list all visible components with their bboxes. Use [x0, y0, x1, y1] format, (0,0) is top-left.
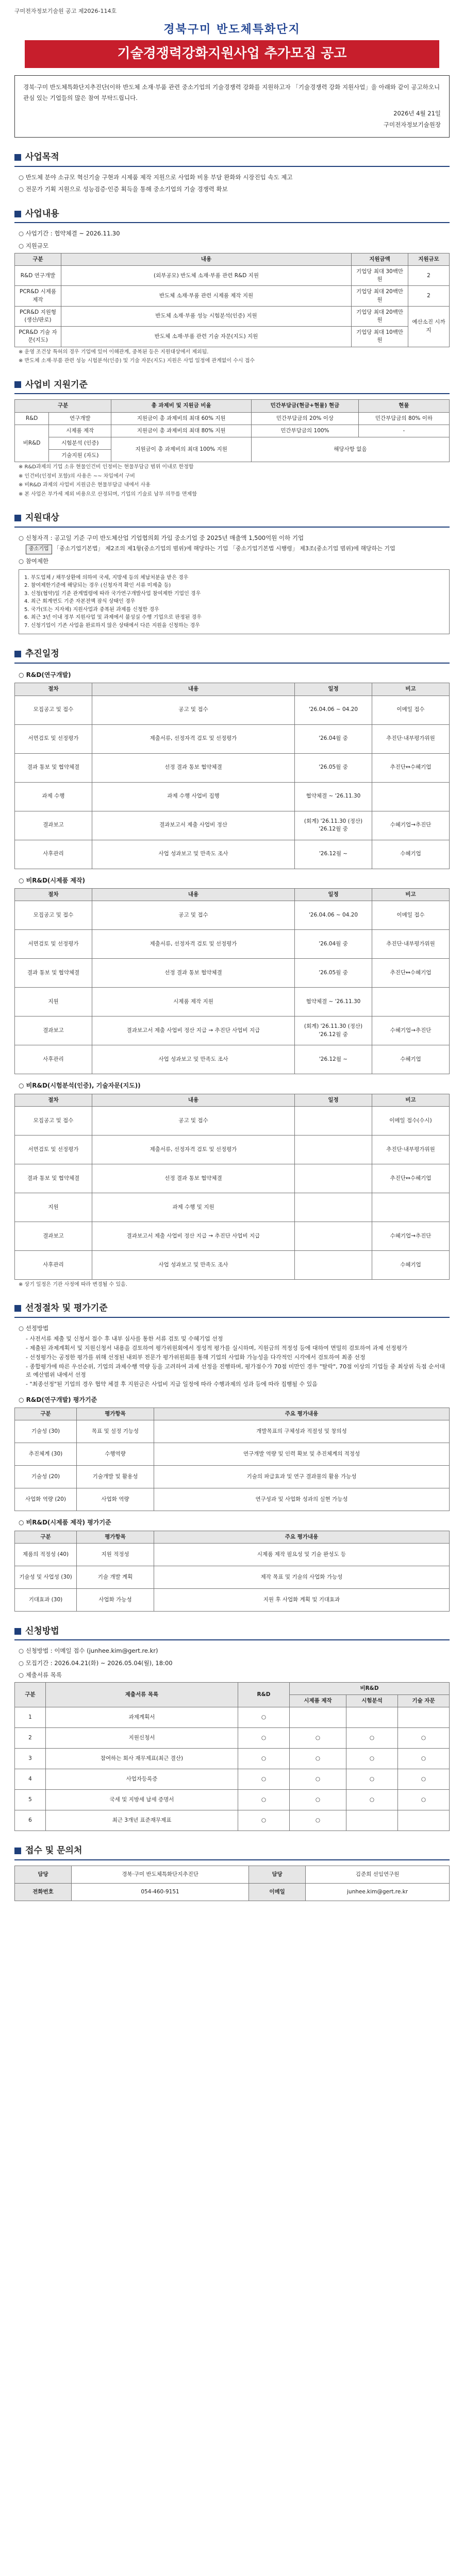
table-header: 비고 [372, 683, 450, 696]
header-title: 기술경쟁력강화지원사업 추가모집 공고 [25, 40, 439, 68]
section-eligibility: 지원대상 ○ 신청자격 : 공고일 기준 구미 반도체산업 기업협의회 가입 중소기업 중 2025년 매출액 1,500억원 이하 기업 중소기업 「중소기업기본법」 제2조의 제1항(중소기업의 범위)에 해당하는 기업 「중소기업기본법 시행령」 제3조(중소기업 범위)에 해당하는 기업 ○ 참여제한 1. 부도업체 / 채무상환에 의하여 국세, 지방세 등의 체납처분을 받은 경우 2. 참여제한기준에 해당되는 경우 (신청자격 확인 서류 미제출 등) 3. 신청(협약)일 기준 관계법령에 따라 국가연구개발사업 참여제한 기업인 경우 4. 최근 회계연도 기준 자본전액 잠식 상태인 경우 5. 국가(또는 지자체) 지원사업과 중복된 과제를 신청한 경우 6. 최근 3년 이내 정부 지원사업 및 과제에서 불성실 수행 기업으로 판정된 경우 7. 신청기업이 기존 사업을 완료하지 않은 상태에서 다른 지원을 신청하는 경우 [14, 512, 450, 634]
table-row: 사후관리 사업 성과보고 및 만족도 조사 '26.12월 ~ 수혜기업 [15, 840, 450, 869]
table-row: PCR&D 시제품 제작 반도체 소재·부품 관련 시제품 제작 지원 기업당 최대 20백만원 2 [15, 286, 450, 306]
table-header: 구분 [15, 1682, 46, 1707]
table-header: 내용 [92, 1094, 295, 1106]
table-header: 민간부담금(현금+현물) 현금 [251, 400, 358, 412]
table-row: 기술성 및 사업성 (30) 기술 개발 계획 제작 목표 및 기술의 사업화 가능성 [15, 1566, 450, 1588]
intro-box [14, 75, 450, 138]
funding-table [14, 399, 450, 462]
sme-tag: 중소기업 [26, 545, 52, 554]
table-row: 사후관리 사업 성과보고 및 만족도 조사 수혜기업 [15, 1250, 450, 1279]
funding-note: ※ 본 사업은 부가세 제외 비용으로 산정되며, 기업의 기술료 납부 의무를 면제함 [19, 491, 197, 497]
restriction-item: 5. 국가(또는 지자체) 지원사업과 중복된 과제를 신청한 경우 [24, 606, 159, 613]
eligibility-item: 신청자격 : 공고일 기준 구미 반도체산업 기업협의회 가입 중소기업 중 2025년 매출액 1,500억원 이하 기업 [25, 534, 304, 542]
table-row: 담당 경북·구미 반도체특화단지추진단 담당 김준희 선임연구원 [15, 1866, 450, 1883]
business-period: 사업기간 : 협약체결 ~ 2026.11.30 [25, 230, 120, 238]
section-title: 추진일정 [25, 649, 59, 659]
table-row: 결과보고 결과보고서 제출 사업비 정산 지급 → 추진단 사업비 지급 (회계) '26.11.30 (정산) '26.12월 중 수혜기업→추진단 [15, 1016, 450, 1045]
restriction-item: 1. 부도업체 / 채무상환에 의하여 국세, 지방세 등의 체납처분을 받은 경우 [24, 574, 189, 581]
restriction-item: 3. 신청(협약)일 기준 관계법령에 따라 국가연구개발사업 참여제한 기업인 경우 [24, 590, 201, 597]
selection-line: - 사전서류 제출 및 신청서 접수 후 내부 심사를 통한 서류 검토 및 수혜기업 선정 [26, 1335, 223, 1342]
table-header: 시험분석 [346, 1695, 398, 1707]
table-header: 총 과제비 및 지원금 비율 [111, 400, 252, 412]
table-row: 2 지원신청서 ○ ○ ○ ○ [15, 1728, 450, 1749]
schedule-table-rnd [14, 683, 450, 869]
restriction-item: 7. 신청기업이 기존 사업을 완료하지 않은 상태에서 다른 지원을 신청하는 경우 [24, 622, 200, 629]
table-row: 5 국세 및 지방세 납세 증명서 ○ ○ ○ ○ [15, 1790, 450, 1810]
section-application: 신청방법 ○ 신청방법 : 이메일 접수 (junhee.kim@gert.re.kr) ○ 모집기간 : 2026.04.21(화) ~ 2026.05.04(월), 18:00 ○ 제출서류 목록 구분 제출서류 목록 R&D 비R&D 시제품 제작 시험분석 기술 자문 1 과제계획서 ○ 2 지원신청서 ○ ○ ○ ○ 3 참여하는 회사 재무제표(최근 결산) ○ ○ ○ ○ 4 사업자등록증 ○ ○ ○ ○ 5 국세 및 지방세 납세 증명서 ○ ○ ○ ○ 6 최근 3개년 표준재무제표 ○ ○ [14, 1625, 450, 1831]
intro-issuer: 구미전자정보기술원장 [383, 121, 441, 129]
section-square-icon [14, 1628, 21, 1635]
section-title: 접수 및 문의처 [25, 1845, 82, 1856]
contact-table [14, 1866, 450, 1901]
table-row: 서면검토 및 선정평가 제출서류, 선정자격 검토 및 선정평가 '26.04월 중 추진단·내부평가위원 [15, 724, 450, 753]
funding-note: ※ 인건비(인정비 포함)의 사용은 ~~ 차입에서 구비 [19, 473, 135, 479]
table-row: R&D 연구개발 지원금이 총 과제비의 최대 60% 지원 민간부담금의 20% 이상 민간부담금의 80% 이하 [15, 412, 450, 425]
selection-line: - 선정평가는 공정한 평가를 위해 선정된 내외부 전문가 평가위원회를 통해 기업의 사업화 가능성을 다각적인 시각에서 검토하여 최종 선정 [26, 1353, 366, 1361]
table-row: 서면검토 및 선정평가 제출서류, 선정자격 검토 및 선정평가 추진단·내부평가위원 [15, 1135, 450, 1164]
application-line: 제출서류 목록 [25, 1671, 62, 1679]
table-header: 평가항목 [77, 1531, 154, 1543]
selection-line: - "최종선정"된 기업의 경우 협약 체결 후 지원금은 사업비 지급 일정에 따라 수행과제의 성과 등에 따라 집행될 수 있음 [26, 1380, 318, 1387]
table-row: 모집공고 및 접수 공고 및 접수 '26.04.06 ~ 04.20 이메일 접수 [15, 696, 450, 724]
purpose-item: 반도체 분야 소규모 혁신기술 구현과 시제품 제작 지원으로 사업화 비용 부담 완화와 시장진입 속도 제고 [25, 173, 293, 181]
table-header: 내용 [61, 253, 352, 265]
table-row: 결과 통보 및 협약체결 선정 결과 통보 협약체결 추진단↔수혜기업 [15, 1164, 450, 1193]
section-square-icon [14, 154, 21, 161]
table-header: 주요 평가내용 [154, 1531, 450, 1543]
schedule-table-testing [14, 1094, 450, 1280]
section-title: 사업내용 [25, 208, 59, 219]
table-header: 비고 [372, 1094, 450, 1106]
restriction-item: 2. 참여제한기준에 해당되는 경우 (신청자격 확인 서류 미제출 등) [24, 583, 171, 589]
table-header: 절차 [15, 888, 92, 901]
table-row: 시험분석 (인증) 지원금이 총 과제비의 최대 100% 지원 해당사항 없음 [15, 437, 450, 449]
table-header: 일정 [295, 888, 372, 901]
application-line: 신청방법 : 이메일 접수 (junhee.kim@gert.re.kr) [25, 1647, 158, 1655]
restriction-label: 참여제한 [25, 557, 49, 565]
contact-email-link[interactable]: junhee.kim@gert.re.kr [306, 1883, 450, 1901]
table-row: 지원 과제 수행 및 지원 [15, 1193, 450, 1222]
table-row: 기대효과 (30) 사업화 가능성 지원 후 사업화 계획 및 기대효과 [15, 1588, 450, 1611]
table-header: 현물 [358, 400, 449, 412]
table-header: 절차 [15, 1094, 92, 1106]
section-square-icon [14, 1848, 21, 1854]
table-row: 전화번호 054-460-9151 이메일 junhee.kim@gert.re.kr [15, 1883, 450, 1901]
table-header: 구분 [15, 1408, 77, 1420]
table-header: R&D [238, 1682, 290, 1707]
purpose-item: 전문가 기획 지원으로 성능검증·인증 획득을 통해 중소기업의 기술 경쟁력 확보 [25, 185, 228, 193]
table-row: 비R&D 시제품 제작 지원금이 총 과제비의 최대 80% 지원 민간부담금의 100% - [15, 425, 450, 437]
table-header: 구분 [15, 400, 111, 412]
table-header: 시제품 제작 [290, 1695, 346, 1707]
table-header: 일정 [295, 683, 372, 696]
table-row: 4 사업자등록증 ○ ○ ○ ○ [15, 1769, 450, 1790]
table-row: 3 참여하는 회사 재무제표(최근 결산) ○ ○ ○ ○ [15, 1749, 450, 1769]
table-header: 비고 [372, 888, 450, 901]
table-header: 비R&D [290, 1682, 450, 1694]
criteria-table-prototype [14, 1531, 450, 1612]
schedule-subtitle: 비R&D(시험분석(인증), 기술자문(지도)) [26, 1082, 141, 1090]
application-line: 모집기간 : 2026.04.21(화) ~ 2026.05.04(월), 18:00 [25, 1659, 173, 1667]
table-row: 1 과제계획서 ○ [15, 1707, 450, 1728]
funding-note: ※ R&D과제의 기업 소유 현물인건비 인정비는 현물부담금 범위 이내로 한정함 [19, 464, 194, 470]
scale-label: 지원규모 [25, 242, 49, 249]
table-header: 일정 [295, 1094, 372, 1106]
funding-note: ※ 비R&D 과제의 사업비 지원금은 현물부담금 내에서 사용 [19, 482, 151, 488]
table-header: 구분 [15, 1531, 77, 1543]
table-row: 결과보고 결과보고서 제출 사업비 정산 (회계) '26.11.30 (정산) '26.12월 중 수혜기업→추진단 [15, 811, 450, 840]
schedule-subtitle: 비R&D(시제품 제작) [26, 876, 86, 884]
table-row: 기술성 (20) 기술개발 및 활용성 기술의 파급효과 및 연구 결과물의 활용 가능성 [15, 1466, 450, 1488]
intro-date: 2026년 4월 21일 [393, 110, 441, 117]
section-funding [14, 379, 450, 499]
table-header: 기술 자문 [398, 1695, 450, 1707]
section-contact [14, 1844, 450, 1901]
table-row: 모집공고 및 접수 공고 및 접수 이메일 접수(수시) [15, 1106, 450, 1135]
section-title: 신청방법 [25, 1625, 59, 1636]
table-row: 결과보고 결과보고서 제출 사업비 정산 지급 → 추진단 사업비 지급 수혜기업→추진단 [15, 1222, 450, 1250]
table-header: 내용 [92, 683, 295, 696]
document-number: 구미전자정보기술원 공고 제2026-114호 [14, 8, 117, 14]
sme-tag-text: 「중소기업기본법」 제2조의 제1항(중소기업의 범위)에 해당하는 기업 「중소기업기본법 시행령」 제3조(중소기업 범위)에 해당하는 기업 [54, 545, 395, 552]
section-selection: 선정절차 및 평가기준 ○ 선정방법 - 사전서류 제출 및 신청서 접수 후 내부 심사를 통한 서류 검토 및 수혜기업 선정 - 제출된 과제계획서 및 지원신청서 내용을 검토하여 평가위원회에서 정성적 평가를 실시하며, 지원금의 적정성 등에 대하여 면밀히 검토하여 과제 선정평가 - 선정평가는 공정한 평가를 위해 선정된 내외부 전문가 평가위원회를 통해 기업의 사업화 가능성을 다각적인 시각에서 검토하여 최종 선정 - 종합평가에 따른 우선순위, 기업의 과제수행 역량 등을 고려하여 과제 선정을 진행하며, 평가점수가 70점 미만인 경우 "탈락", 70점 이상의 기업들 중 최상위 득점 순서대로 예산범위 내에서 선정 - "최종선정"된 기업의 경우 협약 체결 후 지원금은 사업비 지급 일정에 따라 수행과제의 성과 등에 따라 집행될 수 있음 ○ R&D(연구개발) 평가기준 구분 평가항목 주요 평가내용 기술성 (30) 목표 및 설정 기능성 개발목표의 구체성과 적절성 및 창의성 추진체계 (30) 수행역량 연구개발 역량 및 인력 확보 및 추진체계의 적정성 기술성 (20) 기술개발 및 활용성 기술의 파급효과 및 연구 결과물의 활용 가능성 사업화 역량 (20) 사업화 역량 연구성과 및 사업화 성과의 실현 가능성 ○ 비R&D(시제품 제작) 평가기준 구분 평가항목 주요 평가내용 제품의 적정성 (40) 지원 적정성 시제품 제작 필요성 및 기술 완성도 등 기술성 및 사업성 (30) 기술 개발 계획 제작 목표 및 기술의 사업화 가능성 기대효과 (30) 사업화 가능성 지원 후 사업화 계획 및 기대효과 [14, 1302, 450, 1612]
table-header: 주요 평가내용 [154, 1408, 450, 1420]
table-header: 지원규모 [408, 253, 450, 265]
section-square-icon [14, 515, 21, 521]
table-row: 결과 통보 및 협약체결 선정 결과 통보 협약체결 '26.05월 중 추진단↔수혜기업 [15, 753, 450, 782]
section-schedule: 추진일정 ○ R&D(연구개발) 절차 내용 일정 비고 모집공고 및 접수 공고 및 접수 '26.04.06 ~ 04.20 이메일 접수 서면검토 및 선정평가 제출서류, 선정자격 검토 및 선정평가 '26.04월 중 추진단·내부평가위원 결과 통보 및 협약체결 선정 결과 통보 협약체결 '26.05월 중 추진단↔수혜기업 과제 수행 과제 수행 사업비 집행 협약체결 ~ '26.11.30 결과보고 결과보고서 제출 사업비 정산 (회계) '26.11.30 (정산) '26.12월 중 수혜기업→추진단 사후관리 사업 성과보고 및 만족도 조사 '26.12월 ~ 수혜기업 ○ 비R&D(시제품 제작) 절차 내용 일정 비고 모집공고 및 접수 공고 및 접수 '26.04.06 ~ 04.20 이메일 접수 서면검토 및 선정평가 제출서류, 선정자격 검토 및 선정평가 '26.04월 중 추진단·내부평가위원 결과 통보 및 협약체결 선정 결과 통보 협약체결 '26.05월 중 추진단↔수혜기업 지원 시제품 제작 지원 협약체결 ~ '26.11.30 결과보고 결과보고서 제출 사업비 정산 지급 → 추진단 사업비 지급 (회계) '26.11.30 (정산) '26.12월 중 수혜기업→추진단 사후관리 사업 성과보고 및 만족도 조사 '26.12월 ~ 수혜기업 ○ 비R&D(시험분석(인증), 기술자문(지도)) 절차 내용 일정 비고 모집공고 및 접수 공고 및 접수 이메일 접수(수시) 서면검토 및 선정평가 제출서류, 선정자격 검토 및 선정평가 추진단·내부평가위원 결과 통보 및 협약체결 선정 결과 통보 협약체결 추진단↔수혜기업 지원 과제 수행 및 지원 결과보고 결과보고서 제출 사업비 정산 지급 → 추진단 사업비 지급 수혜기업→추진단 사후관리 사업 성과보고 및 만족도 조사 수혜기업 ※ 상기 일정은 기관 사정에 따라 변경될 수 있음. [14, 648, 450, 1289]
schedule-subtitle: R&D(연구개발) [26, 671, 71, 679]
schedule-table-prototype [14, 888, 450, 1074]
table-row: 사업화 역량 (20) 사업화 역량 연구성과 및 사업화 성과의 실현 가능성 [15, 1488, 450, 1511]
restriction-item: 4. 최근 회계연도 기준 자본전액 잠식 상태인 경우 [24, 599, 136, 605]
schedule-note: ※ 상기 일정은 기관 사정에 따라 변경될 수 있음. [19, 1281, 127, 1287]
table-header: 제출서류 목록 [46, 1682, 238, 1707]
content-note: ※ 운영 조건상 특허의 경우 기업에 있어 이해관계, 중복된 등은 지원대상에서 제외됨. [19, 349, 209, 355]
section-square-icon [14, 1305, 21, 1312]
section-purpose: 사업목적 ○ 반도체 분야 소규모 혁신기술 구현과 시제품 제작 지원으로 사업화 비용 부담 완화와 시장진입 속도 제고 ○ 전문가 기획 지원으로 성능검증·인증 획득을 통해 중소기업의 기술 경쟁력 확보 [14, 151, 450, 194]
section-title: 지원대상 [25, 513, 59, 523]
criteria-subtitle: 비R&D(시제품 제작) 평가기준 [26, 1519, 111, 1527]
table-row: 사후관리 사업 성과보고 및 만족도 조사 '26.12월 ~ 수혜기업 [15, 1045, 450, 1074]
table-header: 평가항목 [77, 1408, 154, 1420]
table-header: 지원금액 [352, 253, 408, 265]
intro-body: 경북·구미 반도체특화단지추진단(이하 반도체 소재·부품 관련 중소기업의 기술경쟁력 강화를 지원하고자 「기술경쟁력 강화 지원사업」을 아래와 같이 공고하오니 관심 있는 기업들의 많은 참여 부탁드립니다. [23, 83, 440, 102]
table-row: 결과 통보 및 협약체결 선정 결과 통보 협약체결 '26.05월 중 추진단↔수혜기업 [15, 959, 450, 988]
table-row: 서면검토 및 선정평가 제출서류, 선정자격 검토 및 선정평가 '26.04월 중 추진단·내부평가위원 [15, 930, 450, 959]
table-row: R&D 연구개발 (외부공모) 반도체 소재·부품 관련 R&D 지원 기업당 최대 30백만원 2 [15, 265, 450, 285]
restriction-item: 6. 최근 3년 이내 정부 지원사업 및 과제에서 불성실 수행 기업으로 판정된 경우 [24, 615, 202, 621]
section-square-icon [14, 381, 21, 388]
selection-line: - 종합평가에 따른 우선순위, 기업의 과제수행 역량 등을 고려하여 과제 선정을 진행하며, 평가점수가 70점 미만인 경우 "탈락", 70점 이상의 기업들 중 최상위 득점 순서대로 예산범위 내에서 선정 [26, 1363, 445, 1378]
table-row: 제품의 적정성 (40) 지원 적정성 시제품 제작 필요성 및 기술 완성도 등 [15, 1543, 450, 1566]
documents-table [14, 1682, 450, 1831]
selection-method-label: 선정방법 [25, 1324, 49, 1332]
selection-line: - 제출된 과제계획서 및 지원신청서 내용을 검토하여 평가위원회에서 정성적 평가를 실시하며, 지원금의 적정성 등에 대하여 면밀히 검토하여 과제 선정평가 [26, 1344, 407, 1351]
table-row: 추진체계 (30) 수행역량 연구개발 역량 및 인력 확보 및 추진체계의 적정성 [15, 1443, 450, 1466]
table-row: PCR&D 기술 자문(지도) 반도체 소재·부품 관련 기술 자문(지도) 지원 기업당 최대 10백만원 [15, 327, 450, 347]
header-org: 경북구미 반도체특화단지 [163, 23, 301, 36]
table-header: 구분 [15, 253, 61, 265]
table-row: 지원 시제품 제작 지원 협약체결 ~ '26.11.30 [15, 988, 450, 1016]
table-header: 내용 [92, 888, 295, 901]
section-title: 선정절차 및 평가기준 [25, 1303, 108, 1314]
section-content: 사업내용 ○ 사업기간 : 협약체결 ~ 2026.11.30 ○ 지원규모 구분 내용 지원금액 지원규모 R&D 연구개발 (외부공모) 반도체 소재·부품 관련 R&D 지원 기업당 최대 30백만원 2 PCR&D 시제품 제작 반도체 소재·부품 관련 시제품 제작 지원 기업당 최대 20백만원 2 PCR&D 지원형(생산/판로) 반도체 소재·부품 성능 시험분석(인증) 지원 기업당 최대 20백만원 예산소진 시까지 PCR&D 기술 자문(지도) 반도체 소재·부품 관련 기술 자문(지도) 지원 기업당 최대 10백만원 ※ 운영 조건상 특허의 경우 기업에 있어 이해관계, 중복된 등은 지원대상에서 제외됨. ※ 반도체 소재·부품 관련 성능 시험분석(인증) 및 기술 자문(지도) 지원은 사업 일정에 관계없이 수시 접수 [14, 208, 450, 365]
table-row: 기술지원 (자도) [15, 450, 450, 462]
table-row: 기술성 (30) 목표 및 설정 기능성 개발목표의 구체성과 적절성 및 창의성 [15, 1420, 450, 1443]
header [14, 22, 450, 68]
criteria-subtitle: R&D(연구개발) 평가기준 [26, 1396, 97, 1403]
content-note: ※ 반도체 소재·부품 관련 성능 시험분석(인증) 및 기술 자문(지도) 지원은 사업 일정에 관계없이 수시 접수 [19, 358, 255, 364]
table-header: 절차 [15, 683, 92, 696]
content-table [14, 253, 450, 347]
section-square-icon [14, 651, 21, 657]
section-square-icon [14, 211, 21, 217]
table-row: 과제 수행 과제 수행 사업비 집행 협약체결 ~ '26.11.30 [15, 782, 450, 811]
table-row: 6 최근 3개년 표준재무제표 ○ ○ [15, 1810, 450, 1831]
table-row: 모집공고 및 접수 공고 및 접수 '26.04.06 ~ 04.20 이메일 접수 [15, 901, 450, 930]
section-title: 사업비 지원기준 [25, 379, 88, 390]
criteria-table-rnd [14, 1408, 450, 1511]
table-row: PCR&D 지원형(생산/판로) 반도체 소재·부품 성능 시험분석(인증) 지원 기업당 최대 20백만원 예산소진 시까지 [15, 306, 450, 326]
section-title: 사업목적 [25, 151, 59, 162]
restriction-box [19, 569, 450, 635]
